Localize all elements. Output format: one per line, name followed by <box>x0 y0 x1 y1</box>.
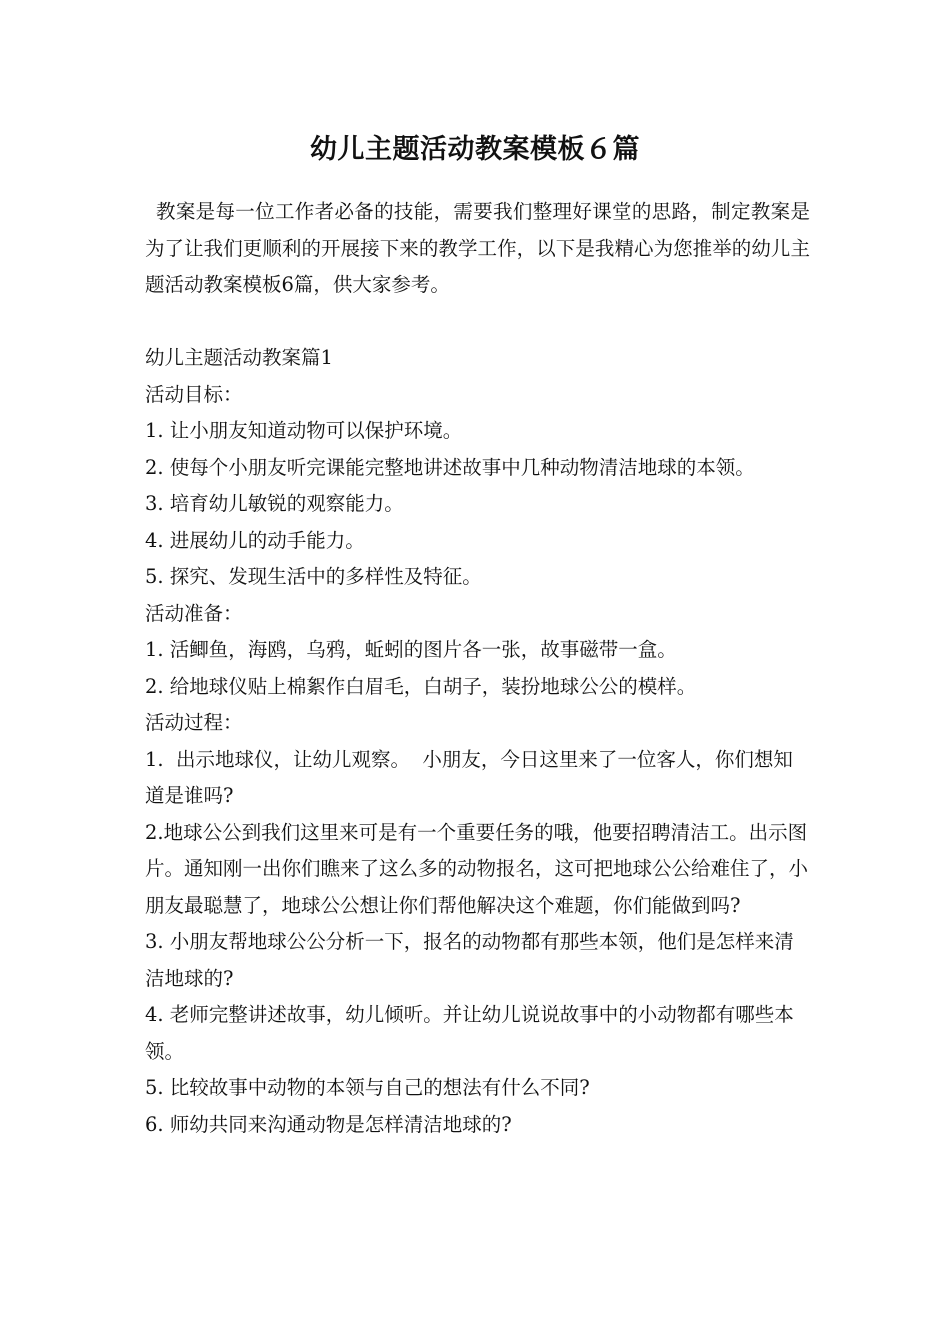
subheading-goals: 活动目标： <box>145 382 243 406</box>
document-title: 幼儿主题活动教案模板６篇 <box>310 134 640 165</box>
goal-item: 5. 探究、发现生活中的多样性及特征。 <box>145 565 482 588</box>
goal-item: 2. 使每个小朋友听完课能完整地讲述故事中几种动物清洁地球的本领。 <box>145 455 755 479</box>
process-item: 6. 师幼共同来沟通动物是怎样清洁地球的? <box>145 1112 512 1136</box>
section-heading: 幼儿主题活动教案篇1 <box>145 346 333 369</box>
preparation-item: 1. 活鲫鱼，海鸥，乌鸦，蚯蚓的图片各一张，故事磁带一盒。 <box>145 638 677 661</box>
process-item: 1. 出示地球仪，让幼儿观察。 小朋友，今日这里来了一位客人，你们想知道是谁吗? <box>145 747 793 807</box>
paragraph-spacer <box>145 304 810 341</box>
process-item: 5. 比较故事中动物的本领与自己的想法有什么不同? <box>145 1076 590 1099</box>
document-body <box>145 194 810 1143</box>
intro-paragraph: 教案是每一位工作者必备的技能，需要我们整理好课堂的思路，制定教案是为了让我们更顺利的开展接下来的教学工作，以下是我精心为您推举的幼儿主题活动教案模板6篇，供大家参考。 <box>145 200 810 296</box>
goal-item: 1. 让小朋友知道动物可以保护环境。 <box>145 419 463 442</box>
process-item: 4. 老师完整讲述故事，幼儿倾听。并让幼儿说说故事中的小动物都有哪些本领。 <box>145 1003 794 1063</box>
process-item: 2.地球公公到我们这里来可是有一个重要任务的哦，他要招聘清洁工。出示图片。通知刚一出你们瞧来了这么多的动物报名，这可把地球公公给难住了，小朋友最聪慧了，地球公公想让你们帮他解决这个难题，你们能做到吗? <box>145 820 809 917</box>
goal-item: 3. 培育幼儿敏锐的观察能力。 <box>145 492 404 515</box>
subheading-preparation: 活动准备： <box>145 601 243 625</box>
preparation-item: 2. 给地球仪贴上棉絮作白眉毛，白胡子，装扮地球公公的模样。 <box>145 674 697 698</box>
goal-item: 4. 进展幼儿的动手能力。 <box>145 528 365 552</box>
process-item: 3. 小朋友帮地球公公分析一下，报名的动物都有那些本领，他们是怎样来清洁地球的? <box>145 930 794 990</box>
subheading-process: 活动过程： <box>145 711 243 734</box>
